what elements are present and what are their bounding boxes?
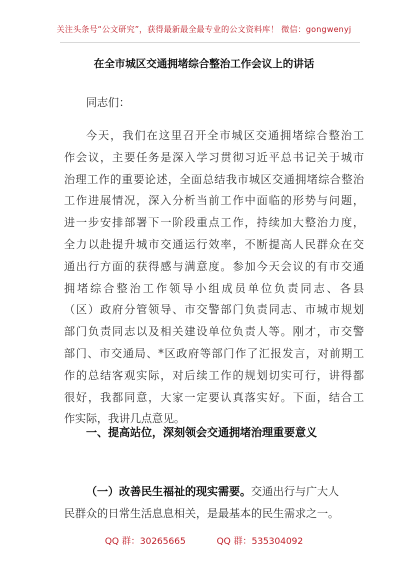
intro-line: 很好，我都同意，大家一定要认真落实好。下面，结合工 [64, 390, 364, 404]
subsection-1-line-2: 民群众的日常生活息息相关，是最基本的民生需求之一。 [64, 507, 339, 520]
section-heading-1: 一、提高站位，深刻领会交通拥堵治理重要意义 [86, 426, 317, 439]
intro-line: 治理工作的重要论述，全面总结我市城区交通拥堵综合整治 [64, 172, 364, 186]
intro-line: 部门负责同志以及相关建设单位负责人等。刚才，市交警 [64, 325, 364, 339]
intro-paragraph [64, 125, 364, 430]
subsection-1-text: 交通出行与广大人 [251, 485, 339, 498]
subsection-1-line-1 [64, 481, 364, 503]
intro-line: 拥堵综合整治工作领导小组成员单位负责同志、各县 [64, 281, 364, 295]
footer-qq-group-2: QQ 群：535304092 [216, 537, 304, 547]
intro-line: 部门、市交通局、*区政府等部门作了汇报发言，对前期工 [64, 346, 364, 360]
intro-line: 全力以赴提升城市交通运行效率，不断提高人民群众在交 [64, 237, 364, 251]
intro-line: 通出行方面的获得感与满意度。参加今天会议的有市交通 [64, 259, 364, 273]
intro-line: 工作进展情况，深入分析当前工作中面临的形势与问题， [64, 194, 364, 208]
intro-line: 进一步安排部署下一阶段重点工作，持续加大整治力度， [64, 216, 364, 230]
header-promo-note: 关注头条号“公文研究”，获得最新最全最专业的公文资料库！ 微信：gongwenyj [56, 25, 352, 34]
subsection-1-paragraph [64, 481, 364, 525]
footer-contacts [0, 534, 408, 547]
intro-line: 今天，我们在这里召开全市城区交通拥堵综合整治工 [86, 129, 364, 142]
header-divider [60, 42, 360, 43]
intro-line: （区）政府分管领导、市交警部门负责同志、市城市规划 [64, 303, 364, 317]
intro-line: 作会议，主要任务是深入学习贯彻习近平总书记关于城市 [64, 150, 364, 164]
footer-qq-group-1: QQ 群：30265665 [104, 537, 186, 547]
salutation: 同志们： [86, 96, 130, 109]
subsection-1-heading: （一）改善民生福祉的现实需要。 [86, 485, 251, 498]
intro-line: 作实际，我讲几点意见。 [64, 412, 185, 426]
intro-line: 作的总结客观实际，对后续工作的规划切实可行，讲得都 [64, 368, 364, 382]
document-title: 在全市城区交通拥堵综合整治工作会议上的讲话 [93, 58, 315, 70]
